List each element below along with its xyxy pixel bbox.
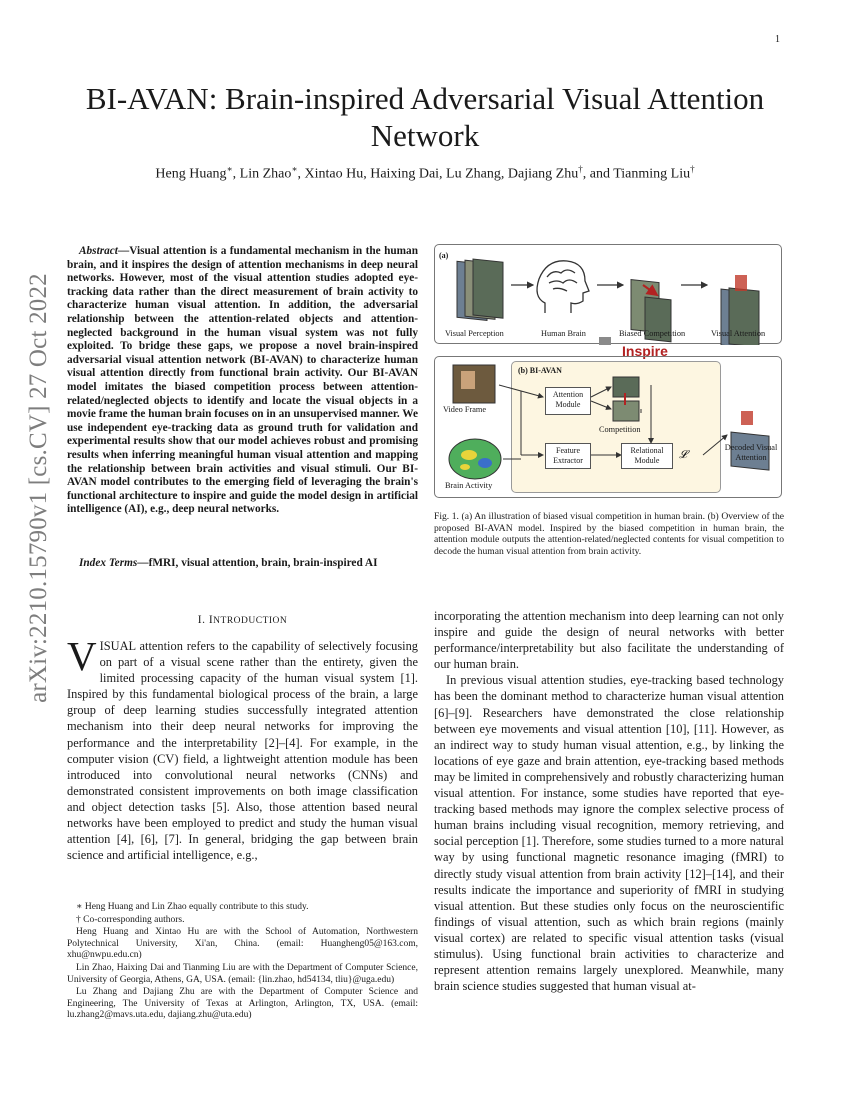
panel-a-label: (a) — [439, 251, 449, 260]
section-numeral: I. I — [197, 614, 214, 626]
author-middle: Xintao Hu, Haixing Dai, Lu Zhang, Dajiang Zhu — [304, 166, 579, 182]
abstract — [67, 245, 418, 517]
author-last: Tianming Liu — [613, 166, 691, 182]
footnotes — [67, 902, 418, 1023]
label-human-brain: Human Brain — [541, 329, 586, 338]
introduction-paragraph-2: In previous visual attention studies, eye-tracking based technology has been the dominant method to characterize human visual attention [6]–[9]. Researchers have demonstrated the close relationship between eye movements and visual attention [10], [11]. However, as an indirect way to study human visual attention, e.g., by linking the locations of eye gaze and brain attention, eye-tracking based methods may be limited in comprehensively and robustly characterizing human visual attention. For instance, some studies have reported that eye-tracking based methods may ignore the complex selective process of human brains including visual recognition, memory retrieving, and social perception [1]. Therefore, some studies turned to a more natural way by using functional magnetic resonance imaging (fMRI) to directly study visual attention from brain activity [12]–[14], and their results indicate the importance and superiority of fMRI in studying visual attention. But these studies only focus on the neuroscientific findings of visual attention, such as which brain regions (mainly visual cortex) are related to specific visual attention tasks (visual stimulus). Using functional brain activities to characterize and represent attention remains largely unexplored. Meanwhile, many brain science studies suggested that human visual at- — [434, 673, 784, 994]
index-terms-text: —fMRI, visual attention, brain, brain-inspired AI — [137, 557, 378, 569]
inspire-arrow — [593, 337, 617, 345]
author-2: Lin Zhao — [239, 166, 292, 182]
panel-b-label: (b) BI-AVAN — [518, 366, 562, 375]
corresponding-mark: † — [690, 164, 695, 174]
corresponding-mark: † — [578, 164, 583, 174]
footnote-affiliation-2: Lin Zhao, Haixing Dai and Tianming Liu are with the Department of Computer Science, University of Georgia, Athens, GA, USA. (email: {lin.zhao, hd54134, tliu}@uga.edu) — [67, 962, 418, 985]
footnote-affiliation-3: Lu Zhang and Dajiang Zhu are with the Department of Computer Science and Engineering, The University of Texas at Arlington, Arlington, TX, USA. (email: lu.zhang2@mavs.uta.edu, dajiang.zhu@uta.edu) — [67, 987, 418, 1021]
label-competition: Competition — [599, 425, 641, 434]
author-conjunction: and — [589, 166, 610, 182]
index-terms-lead: Index Terms — [79, 557, 138, 569]
introduction-text-1: ISUAL attention refers to the capability of selectively focusing on part of a visual scene rather than the entirety, given the limited processing capacity of the human visual system [1]. Inspired by this fundamental biological process of the brain, a large group of deep learning studies successfully integrated attention mechanism into their deep neural networks for improving the performance and the interpretability [2]–[4]. For example, in the computer vision (CV) field, a lightweight attention module has been introduced into convolutional neural networks (CNNs) and demonstrated consistent improvements on both image classification and object detection tasks [5]. Also, those attention based neural networks have been employed to predict and study the human visual attention [4], [6], [7]. In general, bridging the gap between brain science and artificial intelligence, e.g., — [67, 639, 418, 863]
label-visual-perception: Visual Perception — [445, 329, 504, 338]
footnote-equal: ∗ Heng Huang and Lin Zhao equally contribute to this study. — [76, 902, 309, 912]
author-list: Heng Huang∗, Lin Zhao∗, Xintao Hu, Haixing Dai, Lu Zhang, Dajiang Zhu†, and Tianming Liu† — [155, 164, 695, 182]
attention-module-box: Attention Module — [545, 387, 591, 415]
section-title-rest: NTRODUCTION — [213, 616, 288, 626]
human-brain-icon — [537, 261, 589, 313]
author-1: Heng Huang — [155, 166, 227, 182]
feature-extractor-box: Feature Extractor — [545, 443, 591, 469]
paper-title: BI-AVAN: Brain-inspired Adversarial Visual Attention Network — [85, 81, 765, 153]
relational-module-box: Relational Module — [621, 443, 673, 469]
abstract-text: —Visual attention is a fundamental mechanism in the human brain, and it inspires the design of attention mechanisms in deep neural networks. However, most of the visual attention studies adopted eye-tracking data rather than the direct measurement of brain activity to characterize human visual attention. In addition, the adversarial relationship between the attention-related objects and attention-neglected background in the human visual system was not fully exploited. To bridge these gaps, we propose a novel brain-inspired adversarial visual attention network (BI-AVAN) to characterize human visual attention directly from functional brain activity. Our BI-AVAN model imitates the biased competition process between attention-related/neglected objects to identify and locate the visual objects in a movie frame the human brain focuses on in an unsupervised manner. We use independent eye-tracking data as ground truth for validation and experimental results show that our model achieves robust and promising results when inferring meaningful human visual attention and mapping the relationship between brain activities and visual stimuli. Our BI-AVAN model contributes to the emerging field of leveraging the brain's functional architecture to inspire and guide the model design in artificial intelligence (AI), e.g., deep neural networks. — [67, 245, 418, 516]
figure-caption: Fig. 1. (a) An illustration of biased visual competition in human brain. (b) Overview of the proposed BI-AVAN model. Inspired by the biased competition in human brain, the attention module outputs the attention-related/neglected contents for visual competition to decode the human visual attention from brain activity. — [434, 511, 784, 558]
loss-symbol: 𝓛 — [679, 449, 687, 461]
inspire-label: Inspire — [622, 343, 668, 359]
footnote-corresponding: † Co-corresponding authors. — [76, 914, 185, 925]
visual-perception-frames — [457, 259, 503, 320]
figure-panel-a — [434, 244, 782, 344]
label-brain-activity: Brain Activity — [445, 481, 493, 490]
arxiv-identifier: arXiv:2210.15790v1 [cs.CV] 27 Oct 2022 — [25, 272, 52, 703]
drop-cap: V — [67, 633, 97, 679]
label-visual-attention: Visual Attention — [711, 329, 766, 338]
introduction-column-1 — [67, 633, 418, 863]
abstract-lead: Abstract — [79, 245, 118, 257]
equal-contribution-mark: ∗ — [291, 164, 298, 174]
introduction-column-2 — [434, 608, 784, 994]
brain-activity-image — [449, 439, 501, 479]
arxiv-sidebar — [16, 272, 62, 703]
index-terms — [67, 557, 418, 569]
section-heading-introduction — [67, 614, 418, 626]
figure-1 — [434, 244, 782, 498]
equal-contribution-mark: ∗ — [226, 164, 233, 174]
label-biased-competition: Biased Competition — [619, 329, 686, 338]
page-number: 1 — [775, 34, 780, 45]
footnote-affiliation-1: Heng Huang and Xintao Hu are with the School of Automation, Northwestern Polytechnical University, Xi'an, China. (email: Huangheng05@163.com, xhu@nwpu.edu.cn) — [67, 927, 418, 961]
introduction-paragraph-1: incorporating the attention mechanism into deep learning can not only inspire and guide the design of neural networks with better performance/interpretability but also facilitate the understanding of our human brain. — [434, 609, 784, 672]
figure-panel-b — [434, 356, 782, 498]
label-video-frame: Video Frame — [443, 405, 487, 414]
label-decoded-attention: Decoded Visual Attention — [724, 443, 778, 462]
